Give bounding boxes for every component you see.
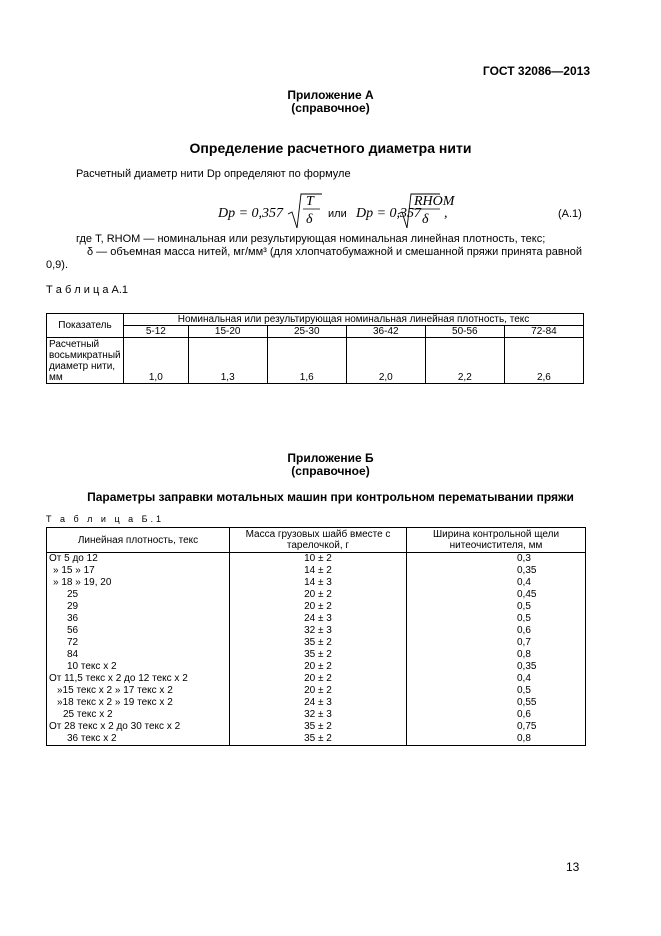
table-b1-gap-cell: 0,6 bbox=[407, 709, 586, 721]
table-b1-gap-cell: 0,4 bbox=[407, 577, 586, 589]
table-b1-density-cell: 56 bbox=[47, 625, 230, 637]
table-a1-caption: Т а б л и ц а А.1 bbox=[46, 284, 129, 296]
table-b1-gap-cell: 0,7 bbox=[407, 637, 586, 649]
table-b1-gap-cell: 0,8 bbox=[407, 649, 586, 661]
table-b1-gap-cell: 0,8 bbox=[407, 733, 586, 746]
standard-number: ГОСТ 32086—2013 bbox=[482, 64, 590, 78]
table-b1-header: Масса грузовых шайб вместе с тарелочкой, г bbox=[230, 528, 407, 553]
table-b1-gap-cell: 0,5 bbox=[407, 601, 586, 613]
appendix-b-title: Приложение Б bbox=[287, 451, 374, 465]
formula-lhs-1: Dр = 0,357 bbox=[218, 206, 284, 221]
table-b1-density-cell: » 18 » 19, 20 bbox=[47, 577, 230, 589]
table-a1-value: 2,0 bbox=[346, 338, 425, 384]
table-b1-gap-cell: 0,35 bbox=[407, 661, 586, 673]
table-row bbox=[47, 553, 586, 566]
formula-denominator-1: δ bbox=[306, 212, 313, 227]
formula-lhs-2: Dр = 0,357 bbox=[356, 206, 422, 221]
table-b1-mass-cell: 35 ± 2 bbox=[230, 649, 407, 661]
table-row bbox=[47, 565, 586, 577]
table-b1-density-cell: 25 текс х 2 bbox=[47, 709, 230, 721]
equation-number: (А.1) bbox=[558, 208, 582, 220]
table-a1-value: 1,0 bbox=[124, 338, 189, 384]
table-b1-header: Линейная плотность, текс bbox=[47, 528, 230, 553]
table-b1-mass-cell: 20 ± 2 bbox=[230, 673, 407, 685]
table-b1-density-cell: От 28 текс х 2 до 30 текс х 2 bbox=[47, 721, 230, 733]
table-b1-density-cell: »15 текс х 2 » 17 текс х 2 bbox=[47, 685, 230, 697]
table-a1-value: 2,2 bbox=[425, 338, 504, 384]
table-b1-mass-cell: 20 ± 2 bbox=[230, 661, 407, 673]
appendix-a-title: Приложение А bbox=[287, 88, 374, 102]
appendix-a-subtitle: (справочное) bbox=[291, 101, 370, 115]
table-a1-value: 2,6 bbox=[504, 338, 583, 384]
table-b1-density-cell: 36 текс х 2 bbox=[47, 733, 230, 746]
table-b1-gap-cell: 0,3 bbox=[407, 553, 586, 566]
table-b1-density-cell: 25 bbox=[47, 589, 230, 601]
table-b1-gap-cell: 0,5 bbox=[407, 685, 586, 697]
table-a1-range: 50-56 bbox=[425, 326, 504, 338]
appendix-b-heading: Параметры заправки мотальных машин при контрольном перематывании пряжи bbox=[87, 490, 574, 504]
table-row bbox=[47, 697, 586, 709]
table-b1-density-cell: От 5 до 12 bbox=[47, 553, 230, 566]
table-b1-mass-cell: 20 ± 2 bbox=[230, 685, 407, 697]
table-row bbox=[47, 709, 586, 721]
formula-numerator-2: RНОМ bbox=[414, 194, 455, 209]
table-b1-gap-cell: 0,55 bbox=[407, 697, 586, 709]
table-b1-gap-cell: 0,75 bbox=[407, 721, 586, 733]
table-row bbox=[47, 625, 586, 637]
table-b1-mass-cell: 10 ± 2 bbox=[230, 553, 407, 566]
where-line-1: где T, RНОМ — номинальная или результирующая номинальная линейная плотность, текс; bbox=[76, 233, 546, 245]
table-b1-mass-cell: 35 ± 2 bbox=[230, 733, 407, 746]
table-a1-range: 5-12 bbox=[124, 326, 189, 338]
table-b1-density-cell: 84 bbox=[47, 649, 230, 661]
table-a1-range: 36-42 bbox=[346, 326, 425, 338]
table-b1-density-cell: »18 текс х 2 » 19 текс х 2 bbox=[47, 697, 230, 709]
table-a1-value: 1,3 bbox=[188, 338, 267, 384]
table-b1-mass-cell: 35 ± 2 bbox=[230, 637, 407, 649]
table-b1-gap-cell: 0,6 bbox=[407, 625, 586, 637]
table-a1-range: 15-20 bbox=[188, 326, 267, 338]
table-b1-mass-cell: 24 ± 3 bbox=[230, 613, 407, 625]
table-b1-density-cell: » 15 » 17 bbox=[47, 565, 230, 577]
table-row bbox=[47, 577, 586, 589]
table-b1-density-cell: 36 bbox=[47, 613, 230, 625]
table-a1-group-header: Номинальная или результирующая номинальная линейная плотность, текс bbox=[124, 314, 584, 326]
table-b1-caption: Т а б л и ц а Б.1 bbox=[46, 514, 165, 524]
table-row bbox=[47, 685, 586, 697]
where-line-2: δ — объемная масса нитей, мг/мм³ (для хлопчатобумажной и смешанной пряжи принята равной bbox=[87, 246, 583, 258]
table-b1-gap-cell: 0,35 bbox=[407, 565, 586, 577]
sqrt-sign-1 bbox=[288, 194, 322, 228]
table-b1-mass-cell: 20 ± 2 bbox=[230, 589, 407, 601]
table-a1-range: 25-30 bbox=[267, 326, 346, 338]
table-row bbox=[47, 733, 586, 746]
table-row bbox=[47, 673, 586, 685]
table-row bbox=[47, 721, 586, 733]
table-row bbox=[47, 649, 586, 661]
table-a1-row-label: Расчетный восьмикратный диаметр нити, мм bbox=[47, 338, 124, 384]
table-b1-mass-cell: 35 ± 2 bbox=[230, 721, 407, 733]
table-b1-gap-cell: 0,4 bbox=[407, 673, 586, 685]
table-b1-mass-cell: 14 ± 3 bbox=[230, 577, 407, 589]
table-b1-mass-cell: 14 ± 2 bbox=[230, 565, 407, 577]
table-b1-mass-cell: 20 ± 2 bbox=[230, 601, 407, 613]
appendix-b-subtitle: (справочное) bbox=[291, 464, 370, 478]
table-b1-header: Ширина контрольной щели нитеочистителя, мм bbox=[407, 528, 586, 553]
table-b1-mass-cell: 32 ± 3 bbox=[230, 625, 407, 637]
appendix-a-heading: Определение расчетного диаметра нити bbox=[189, 140, 472, 156]
table-row bbox=[47, 637, 586, 649]
formula-or: или bbox=[328, 208, 347, 220]
table-b1 bbox=[46, 527, 586, 746]
table-b1-density-cell: 10 текс х 2 bbox=[47, 661, 230, 673]
table-a1-range: 72-84 bbox=[504, 326, 583, 338]
table-a1-col0: Показатель bbox=[47, 314, 124, 338]
formula-comma: , bbox=[444, 206, 448, 221]
table-row bbox=[47, 613, 586, 625]
table-b1-gap-cell: 0,45 bbox=[407, 589, 586, 601]
table-b1-mass-cell: 32 ± 3 bbox=[230, 709, 407, 721]
table-b1-gap-cell: 0,5 bbox=[407, 613, 586, 625]
table-a1 bbox=[46, 313, 584, 384]
table-b1-density-cell: 29 bbox=[47, 601, 230, 613]
table-row bbox=[47, 589, 586, 601]
page-number: 13 bbox=[566, 860, 580, 874]
formula-denominator-2: δ bbox=[422, 212, 429, 227]
where-line-3: 0,9). bbox=[46, 259, 69, 271]
table-row bbox=[47, 661, 586, 673]
formula-a1 bbox=[210, 190, 590, 232]
table-a1-value: 1,6 bbox=[267, 338, 346, 384]
table-b1-density-cell: 72 bbox=[47, 637, 230, 649]
table-b1-mass-cell: 24 ± 3 bbox=[230, 697, 407, 709]
formula-intro: Расчетный диаметр нити Dр определяют по формуле bbox=[76, 168, 351, 180]
table-row bbox=[47, 601, 586, 613]
table-b1-density-cell: От 11,5 текс х 2 до 12 текс х 2 bbox=[47, 673, 230, 685]
formula-numerator-1: T bbox=[306, 194, 314, 209]
